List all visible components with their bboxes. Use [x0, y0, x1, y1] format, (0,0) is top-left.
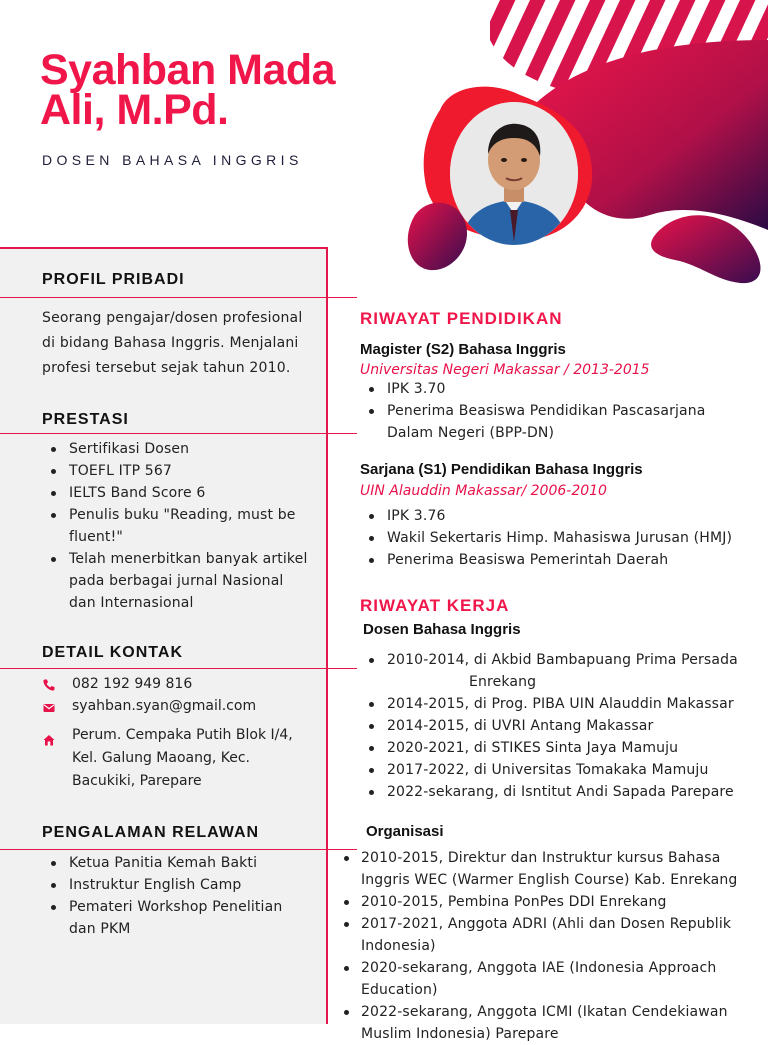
kontak-divider — [0, 668, 357, 669]
s1-details — [359, 505, 759, 571]
list-item: 2020-2021, di STIKES Sinta Jaya Mamuju — [359, 737, 759, 759]
profile-photo — [450, 102, 578, 245]
list-item: Instruktur English Camp — [41, 874, 301, 896]
kontak-heading: DETAIL KONTAK — [42, 644, 183, 661]
school-s1: UIN Alauddin Makassar/ 2006-2010 — [360, 483, 607, 499]
list-item: IPK 3.76 — [359, 505, 759, 527]
s2-details — [359, 378, 739, 444]
list-item: Penerima Beasiswa Pemerintah Daerah — [359, 549, 759, 571]
list-item: Penulis buku "Reading, must be fluent!" — [41, 504, 313, 548]
list-item: Wakil Sekertaris Himp. Mahasiswa Jurusan (HMJ) — [359, 527, 759, 549]
list-item: 2010-2014, di Akbid Bambapuang Prima Persada — [359, 649, 759, 671]
organisasi-list — [337, 847, 762, 1045]
list-item: Penerima Beasiswa Pendidikan Pascasarjana Dalam Negeri (BPP-DN) — [359, 400, 739, 444]
list-item: Pemateri Workshop Penelitian dan PKM — [41, 896, 301, 940]
phone-icon — [42, 678, 56, 692]
profil-line: profesi tersebut sejak tahun 2010. — [42, 360, 291, 376]
list-item: 2022-sekarang, Anggota ICMI (Ikatan Cendekiawan Muslim Indonesia) Parepare — [337, 1001, 762, 1045]
list-item: 2010-2015, Pembina PonPes DDI Enrekang — [337, 891, 762, 913]
prestasi-list — [41, 438, 313, 614]
kerja-list — [359, 649, 759, 803]
list-item: 2017-2021, Anggota ADRI (Ahli dan Dosen Republik Indonesia) — [337, 913, 762, 957]
pendidikan-heading: RIWAYAT PENDIDIKAN — [360, 309, 563, 328]
list-item: 2022-sekarang, di Isntitut Andi Sapada Parepare — [359, 781, 759, 803]
email-icon — [42, 701, 56, 715]
list-item: Ketua Panitia Kemah Bakti — [41, 852, 301, 874]
relawan-list — [41, 852, 301, 940]
list-item-continued: Enrekang — [469, 674, 537, 690]
list-item: 2014-2015, di UVRI Antang Makassar — [359, 715, 759, 737]
list-item: IPK 3.70 — [359, 378, 739, 400]
home-address: Perum. Cempaka Putih Blok I/4, Kel. Galung Maoang, Kec. Bacukiki, Parepare — [72, 727, 293, 789]
prestasi-divider — [0, 433, 357, 434]
person-name — [40, 46, 420, 134]
name-line-2: Ali, M.Pd. — [40, 86, 229, 134]
relawan-heading: PENGALAMAN RELAWAN — [42, 824, 260, 841]
school-s2: Universitas Negeri Makassar / 2013-2015 — [360, 362, 650, 378]
prestasi-heading: PRESTASI — [42, 411, 129, 428]
profil-heading: PROFIL PRIBADI — [42, 271, 185, 288]
home-icon — [42, 733, 56, 747]
email-address: syahban.syan@gmail.com — [72, 698, 257, 714]
list-item: 2014-2015, di Prog. PIBA UIN Alauddin Makassar — [359, 693, 759, 715]
person-portrait-icon — [450, 102, 578, 245]
list-item: IELTS Band Score 6 — [41, 482, 313, 504]
list-item: TOEFL ITP 567 — [41, 460, 313, 482]
organisasi-heading: Organisasi — [366, 823, 444, 840]
kerja-heading: RIWAYAT KERJA — [360, 596, 510, 615]
list-item: Telah menerbitkan banyak artikel pada berbagai jurnal Nasional dan Internasional — [41, 548, 313, 614]
profil-line: Seorang pengajar/dosen profesional — [42, 310, 303, 326]
list-item: 2020-sekarang, Anggota IAE (Indonesia Approach Education) — [337, 957, 762, 1001]
degree-s2: Magister (S2) Bahasa Inggris — [360, 341, 566, 358]
name-line-1: Syahban Mada — [40, 46, 336, 94]
kerja-subheading: Dosen Bahasa Inggris — [363, 621, 521, 638]
relawan-divider — [0, 849, 357, 850]
list-item: Sertifikasi Dosen — [41, 438, 313, 460]
list-item: 2017-2022, di Universitas Tomakaka Mamuju — [359, 759, 759, 781]
phone-number: 082 192 949 816 — [72, 676, 193, 692]
profil-text — [42, 306, 322, 381]
job-title: DOSEN BAHASA INGGRIS — [42, 152, 303, 168]
profil-line: di bidang Bahasa Inggris. Menjalani — [42, 335, 299, 351]
profil-divider — [0, 297, 357, 298]
list-item: 2010-2015, Direktur dan Instruktur kursus Bahasa Inggris WEC (Warmer English Course) Kab. Enrekang — [337, 847, 762, 891]
degree-s1: Sarjana (S1) Pendidikan Bahasa Inggris — [360, 461, 643, 478]
